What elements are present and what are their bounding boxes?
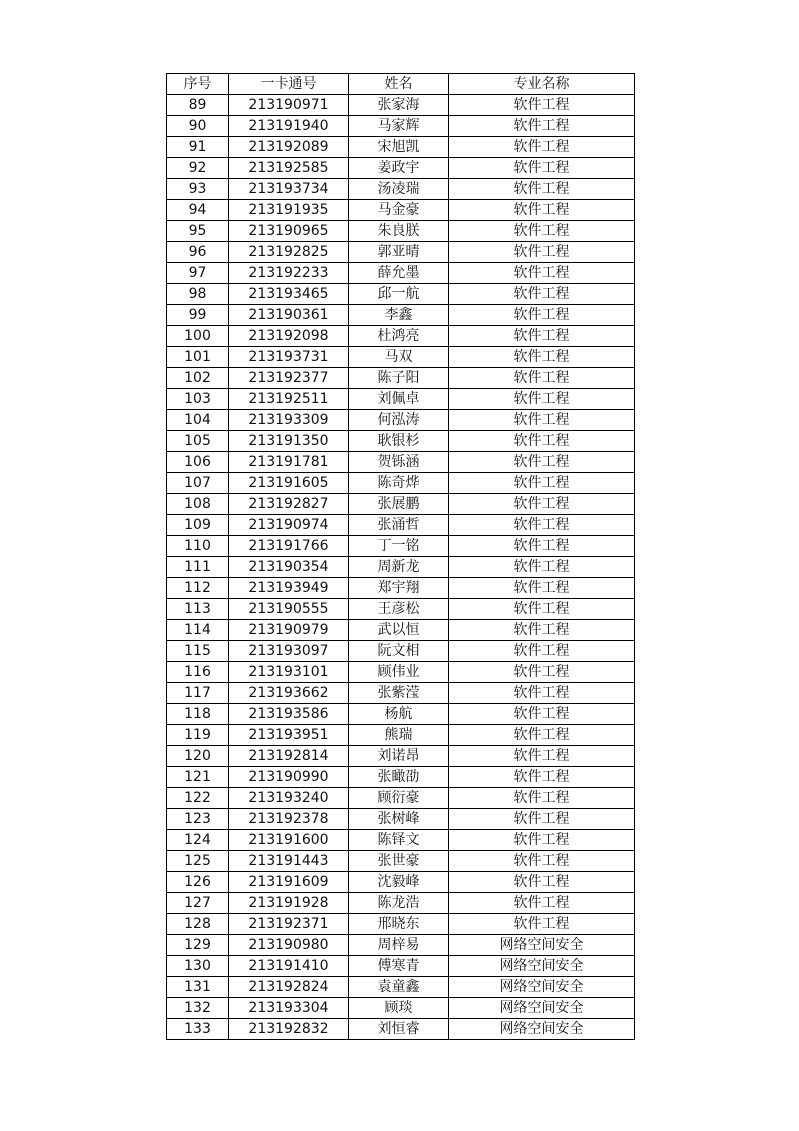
table-row bbox=[167, 116, 635, 137]
cell-name: 张树峰 bbox=[349, 809, 449, 830]
table-row bbox=[167, 473, 635, 494]
cell-seq: 94 bbox=[167, 200, 229, 221]
cell-major: 软件工程 bbox=[449, 410, 635, 431]
cell-seq: 113 bbox=[167, 599, 229, 620]
cell-major: 软件工程 bbox=[449, 305, 635, 326]
cell-name: 张家海 bbox=[349, 95, 449, 116]
cell-name: 马双 bbox=[349, 347, 449, 368]
cell-card-number: 213192098 bbox=[229, 326, 349, 347]
cell-card-number: 213192233 bbox=[229, 263, 349, 284]
table-header bbox=[167, 74, 635, 95]
cell-card-number: 213193662 bbox=[229, 683, 349, 704]
cell-card-number: 213191600 bbox=[229, 830, 349, 851]
table-row bbox=[167, 536, 635, 557]
table-row bbox=[167, 893, 635, 914]
cell-name: 陈铎文 bbox=[349, 830, 449, 851]
table-row bbox=[167, 935, 635, 956]
header-major: 专业名称 bbox=[449, 74, 635, 95]
cell-major: 网络空间安全 bbox=[449, 1019, 635, 1040]
cell-major: 软件工程 bbox=[449, 704, 635, 725]
table-row bbox=[167, 578, 635, 599]
cell-card-number: 213191410 bbox=[229, 956, 349, 977]
cell-name: 何泓涛 bbox=[349, 410, 449, 431]
table-row bbox=[167, 725, 635, 746]
cell-seq: 100 bbox=[167, 326, 229, 347]
cell-name: 耿银杉 bbox=[349, 431, 449, 452]
cell-major: 软件工程 bbox=[449, 368, 635, 389]
cell-card-number: 213192824 bbox=[229, 977, 349, 998]
cell-name: 郭亚晴 bbox=[349, 242, 449, 263]
cell-seq: 126 bbox=[167, 872, 229, 893]
cell-seq: 110 bbox=[167, 536, 229, 557]
cell-card-number: 213191781 bbox=[229, 452, 349, 473]
cell-major: 软件工程 bbox=[449, 536, 635, 557]
cell-seq: 103 bbox=[167, 389, 229, 410]
table-row bbox=[167, 998, 635, 1019]
table-row bbox=[167, 788, 635, 809]
cell-name: 马家辉 bbox=[349, 116, 449, 137]
cell-major: 软件工程 bbox=[449, 578, 635, 599]
table-row bbox=[167, 872, 635, 893]
cell-card-number: 213191605 bbox=[229, 473, 349, 494]
cell-card-number: 213193949 bbox=[229, 578, 349, 599]
cell-card-number: 213191766 bbox=[229, 536, 349, 557]
cell-card-number: 213193097 bbox=[229, 641, 349, 662]
cell-card-number: 213192832 bbox=[229, 1019, 349, 1040]
table-row bbox=[167, 746, 635, 767]
cell-seq: 120 bbox=[167, 746, 229, 767]
cell-name: 张瞰劭 bbox=[349, 767, 449, 788]
table-row bbox=[167, 641, 635, 662]
table-row bbox=[167, 977, 635, 998]
table-row bbox=[167, 200, 635, 221]
cell-seq: 131 bbox=[167, 977, 229, 998]
table-row bbox=[167, 158, 635, 179]
header-name: 姓名 bbox=[349, 74, 449, 95]
cell-name: 陈奇烨 bbox=[349, 473, 449, 494]
cell-seq: 124 bbox=[167, 830, 229, 851]
cell-name: 邱一航 bbox=[349, 284, 449, 305]
cell-name: 沈毅峰 bbox=[349, 872, 449, 893]
header-seq: 序号 bbox=[167, 74, 229, 95]
cell-name: 丁一铭 bbox=[349, 536, 449, 557]
cell-major: 软件工程 bbox=[449, 326, 635, 347]
cell-card-number: 213192585 bbox=[229, 158, 349, 179]
cell-seq: 106 bbox=[167, 452, 229, 473]
cell-major: 软件工程 bbox=[449, 788, 635, 809]
table-row bbox=[167, 95, 635, 116]
table-row bbox=[167, 137, 635, 158]
cell-name: 张紫滢 bbox=[349, 683, 449, 704]
cell-seq: 125 bbox=[167, 851, 229, 872]
cell-seq: 99 bbox=[167, 305, 229, 326]
cell-major: 网络空间安全 bbox=[449, 956, 635, 977]
cell-card-number: 213193309 bbox=[229, 410, 349, 431]
cell-name: 傅寒青 bbox=[349, 956, 449, 977]
cell-card-number: 213192089 bbox=[229, 137, 349, 158]
cell-major: 软件工程 bbox=[449, 347, 635, 368]
cell-seq: 104 bbox=[167, 410, 229, 431]
cell-name: 熊瑞 bbox=[349, 725, 449, 746]
table-row bbox=[167, 851, 635, 872]
cell-name: 郑宇翔 bbox=[349, 578, 449, 599]
cell-major: 软件工程 bbox=[449, 263, 635, 284]
cell-seq: 132 bbox=[167, 998, 229, 1019]
cell-name: 张世豪 bbox=[349, 851, 449, 872]
cell-seq: 123 bbox=[167, 809, 229, 830]
cell-major: 软件工程 bbox=[449, 221, 635, 242]
cell-name: 张展鹏 bbox=[349, 494, 449, 515]
cell-name: 陈龙浩 bbox=[349, 893, 449, 914]
cell-card-number: 213190979 bbox=[229, 620, 349, 641]
cell-name: 张涌哲 bbox=[349, 515, 449, 536]
cell-major: 软件工程 bbox=[449, 662, 635, 683]
cell-card-number: 213193240 bbox=[229, 788, 349, 809]
cell-name: 武以恒 bbox=[349, 620, 449, 641]
cell-card-number: 213190555 bbox=[229, 599, 349, 620]
cell-card-number: 213192377 bbox=[229, 368, 349, 389]
cell-name: 周梓易 bbox=[349, 935, 449, 956]
cell-seq: 122 bbox=[167, 788, 229, 809]
cell-card-number: 213193465 bbox=[229, 284, 349, 305]
cell-major: 软件工程 bbox=[449, 95, 635, 116]
cell-card-number: 213192825 bbox=[229, 242, 349, 263]
table-row bbox=[167, 1019, 635, 1040]
cell-major: 软件工程 bbox=[449, 851, 635, 872]
cell-card-number: 213191935 bbox=[229, 200, 349, 221]
cell-card-number: 213190361 bbox=[229, 305, 349, 326]
cell-major: 网络空间安全 bbox=[449, 977, 635, 998]
cell-name: 陈子阳 bbox=[349, 368, 449, 389]
table-row bbox=[167, 347, 635, 368]
cell-name: 贺铄涵 bbox=[349, 452, 449, 473]
cell-seq: 127 bbox=[167, 893, 229, 914]
cell-seq: 102 bbox=[167, 368, 229, 389]
cell-name: 杨航 bbox=[349, 704, 449, 725]
table-row bbox=[167, 809, 635, 830]
cell-card-number: 213191940 bbox=[229, 116, 349, 137]
cell-major: 网络空间安全 bbox=[449, 998, 635, 1019]
cell-name: 刘佩卓 bbox=[349, 389, 449, 410]
cell-card-number: 213190990 bbox=[229, 767, 349, 788]
table-row bbox=[167, 767, 635, 788]
table-body bbox=[167, 95, 635, 1040]
student-table bbox=[166, 73, 635, 1040]
cell-major: 网络空间安全 bbox=[449, 935, 635, 956]
cell-card-number: 213192827 bbox=[229, 494, 349, 515]
cell-card-number: 213193951 bbox=[229, 725, 349, 746]
cell-name: 李鑫 bbox=[349, 305, 449, 326]
cell-name: 刘恒睿 bbox=[349, 1019, 449, 1040]
cell-name: 王彦松 bbox=[349, 599, 449, 620]
cell-card-number: 213192814 bbox=[229, 746, 349, 767]
cell-card-number: 213190354 bbox=[229, 557, 349, 578]
cell-seq: 108 bbox=[167, 494, 229, 515]
cell-card-number: 213193586 bbox=[229, 704, 349, 725]
cell-major: 软件工程 bbox=[449, 473, 635, 494]
table-row bbox=[167, 914, 635, 935]
table-row bbox=[167, 620, 635, 641]
cell-major: 软件工程 bbox=[449, 431, 635, 452]
cell-seq: 109 bbox=[167, 515, 229, 536]
cell-seq: 98 bbox=[167, 284, 229, 305]
cell-card-number: 213190965 bbox=[229, 221, 349, 242]
cell-major: 软件工程 bbox=[449, 515, 635, 536]
cell-seq: 92 bbox=[167, 158, 229, 179]
cell-seq: 96 bbox=[167, 242, 229, 263]
cell-seq: 117 bbox=[167, 683, 229, 704]
cell-seq: 133 bbox=[167, 1019, 229, 1040]
cell-major: 软件工程 bbox=[449, 725, 635, 746]
cell-name: 周新龙 bbox=[349, 557, 449, 578]
cell-seq: 107 bbox=[167, 473, 229, 494]
cell-major: 软件工程 bbox=[449, 284, 635, 305]
cell-card-number: 213192371 bbox=[229, 914, 349, 935]
table-row bbox=[167, 704, 635, 725]
cell-major: 软件工程 bbox=[449, 158, 635, 179]
cell-name: 顾衍豪 bbox=[349, 788, 449, 809]
cell-major: 软件工程 bbox=[449, 389, 635, 410]
cell-seq: 115 bbox=[167, 641, 229, 662]
table-row bbox=[167, 326, 635, 347]
cell-seq: 97 bbox=[167, 263, 229, 284]
cell-card-number: 213191928 bbox=[229, 893, 349, 914]
cell-name: 阮文相 bbox=[349, 641, 449, 662]
table-row bbox=[167, 830, 635, 851]
cell-name: 宋旭凯 bbox=[349, 137, 449, 158]
cell-seq: 121 bbox=[167, 767, 229, 788]
cell-card-number: 213191350 bbox=[229, 431, 349, 452]
header-row bbox=[167, 74, 635, 95]
cell-name: 姜政宇 bbox=[349, 158, 449, 179]
table-row bbox=[167, 242, 635, 263]
table-row bbox=[167, 221, 635, 242]
cell-major: 软件工程 bbox=[449, 641, 635, 662]
header-card-number: 一卡通号 bbox=[229, 74, 349, 95]
cell-card-number: 213193734 bbox=[229, 179, 349, 200]
table-row bbox=[167, 389, 635, 410]
cell-major: 软件工程 bbox=[449, 599, 635, 620]
cell-seq: 119 bbox=[167, 725, 229, 746]
table-row bbox=[167, 662, 635, 683]
cell-seq: 89 bbox=[167, 95, 229, 116]
cell-major: 软件工程 bbox=[449, 746, 635, 767]
cell-major: 软件工程 bbox=[449, 767, 635, 788]
cell-name: 顾琰 bbox=[349, 998, 449, 1019]
cell-seq: 101 bbox=[167, 347, 229, 368]
cell-seq: 111 bbox=[167, 557, 229, 578]
cell-major: 软件工程 bbox=[449, 830, 635, 851]
cell-major: 软件工程 bbox=[449, 137, 635, 158]
cell-seq: 128 bbox=[167, 914, 229, 935]
cell-major: 软件工程 bbox=[449, 620, 635, 641]
cell-card-number: 213192378 bbox=[229, 809, 349, 830]
table-row bbox=[167, 263, 635, 284]
cell-card-number: 213193731 bbox=[229, 347, 349, 368]
cell-seq: 114 bbox=[167, 620, 229, 641]
table-row bbox=[167, 368, 635, 389]
cell-seq: 118 bbox=[167, 704, 229, 725]
cell-major: 软件工程 bbox=[449, 683, 635, 704]
cell-seq: 91 bbox=[167, 137, 229, 158]
cell-card-number: 213191609 bbox=[229, 872, 349, 893]
cell-seq: 93 bbox=[167, 179, 229, 200]
cell-name: 刘诺昂 bbox=[349, 746, 449, 767]
cell-seq: 116 bbox=[167, 662, 229, 683]
cell-name: 顾伟业 bbox=[349, 662, 449, 683]
table-row bbox=[167, 599, 635, 620]
cell-card-number: 213190980 bbox=[229, 935, 349, 956]
cell-seq: 105 bbox=[167, 431, 229, 452]
cell-seq: 95 bbox=[167, 221, 229, 242]
cell-seq: 112 bbox=[167, 578, 229, 599]
cell-major: 软件工程 bbox=[449, 200, 635, 221]
cell-card-number: 213190971 bbox=[229, 95, 349, 116]
cell-card-number: 213193304 bbox=[229, 998, 349, 1019]
cell-major: 软件工程 bbox=[449, 809, 635, 830]
cell-seq: 129 bbox=[167, 935, 229, 956]
cell-name: 薛允墨 bbox=[349, 263, 449, 284]
cell-card-number: 213190974 bbox=[229, 515, 349, 536]
table-row bbox=[167, 431, 635, 452]
cell-name: 朱良朕 bbox=[349, 221, 449, 242]
cell-name: 马金豪 bbox=[349, 200, 449, 221]
table-row bbox=[167, 515, 635, 536]
table-row bbox=[167, 305, 635, 326]
cell-major: 软件工程 bbox=[449, 242, 635, 263]
cell-seq: 90 bbox=[167, 116, 229, 137]
cell-name: 杜鸿亮 bbox=[349, 326, 449, 347]
cell-major: 软件工程 bbox=[449, 557, 635, 578]
cell-major: 软件工程 bbox=[449, 872, 635, 893]
table-row bbox=[167, 284, 635, 305]
table-row bbox=[167, 410, 635, 431]
table-row bbox=[167, 494, 635, 515]
cell-card-number: 213192511 bbox=[229, 389, 349, 410]
cell-name: 袁童鑫 bbox=[349, 977, 449, 998]
cell-name: 汤凌瑞 bbox=[349, 179, 449, 200]
cell-major: 软件工程 bbox=[449, 116, 635, 137]
cell-major: 软件工程 bbox=[449, 452, 635, 473]
cell-major: 软件工程 bbox=[449, 179, 635, 200]
cell-card-number: 213193101 bbox=[229, 662, 349, 683]
cell-major: 软件工程 bbox=[449, 893, 635, 914]
table-row bbox=[167, 956, 635, 977]
table-row bbox=[167, 557, 635, 578]
cell-seq: 130 bbox=[167, 956, 229, 977]
table-row bbox=[167, 452, 635, 473]
cell-major: 软件工程 bbox=[449, 494, 635, 515]
cell-name: 邢晓东 bbox=[349, 914, 449, 935]
table-row bbox=[167, 179, 635, 200]
cell-card-number: 213191443 bbox=[229, 851, 349, 872]
cell-major: 软件工程 bbox=[449, 914, 635, 935]
table-row bbox=[167, 683, 635, 704]
